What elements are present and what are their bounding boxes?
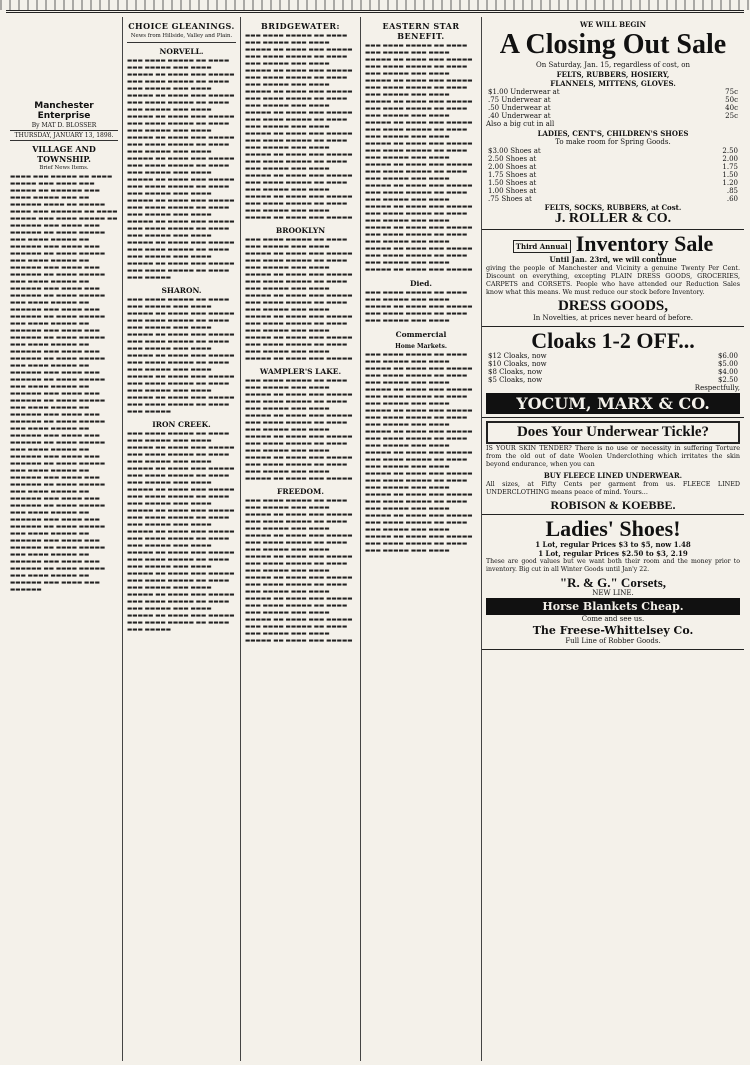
inventory-headline: Inventory Sale <box>575 231 714 256</box>
price: .60 <box>726 195 738 203</box>
tickle-buy: BUY FLEECE LINED UNDERWEAR. <box>543 471 683 480</box>
ad-cloaks <box>482 327 744 418</box>
tickle-headline: Does Your Underwear Tickle? <box>486 421 740 444</box>
new-line: NEW LINE. <box>592 589 634 597</box>
closing-headline: A Closing Out Sale <box>499 29 727 60</box>
item: .40 Underwear at <box>488 112 551 120</box>
issue-date: THURSDAY, JANUARY 13, 1898. <box>10 130 118 141</box>
closing-sub: On Saturday, Jan. 15, regardless of cost, on <box>535 61 691 69</box>
price: $6.00 <box>717 352 738 360</box>
freese-merchant: The Freese-Whittelsey Co. <box>532 624 694 637</box>
price: .85 <box>726 187 738 195</box>
cloaks-headline: Cloaks 1-2 OFF... <box>531 328 695 353</box>
closing-also: Also a big cut in all <box>486 120 555 128</box>
ladies-text: These are good values but we want both their room and the money prior to inventory. Big cut in all Winter Goods until Jan'y 22. <box>486 558 740 573</box>
ladies-line-1: 1 Lot, regular Prices $3 to $5, now 1.48 <box>535 540 691 549</box>
price-row <box>486 352 740 360</box>
price: 75c <box>725 88 738 96</box>
price-row <box>486 171 740 179</box>
tickle-text: IS YOUR SKIN TENDER? There is no use or necessity in suffering Torture from the old out of date Woolen Underclothing which irritates the skin beyond endurance, when you can <box>486 444 740 468</box>
wamplers-lake-heading: WAMPLER'S LAKE. <box>259 367 342 376</box>
roller-merchant: J. ROLLER & CO. <box>554 211 672 226</box>
eastern-star-heading: EASTERN STAR BENEFIT. <box>382 21 460 41</box>
byline: By MAT D. BLOSSER <box>31 122 97 129</box>
tickle-all: All sizes, at Fifty Cents per garment from us. FLEECE LINED UNDERCLOTHING means peace of mind. Yours... <box>486 480 740 496</box>
cloaks-price-table <box>486 352 740 384</box>
underwear-price-table <box>486 88 740 120</box>
price: 1.50 <box>722 171 738 179</box>
price-row <box>486 195 740 203</box>
ad-closing-out-sale <box>482 17 744 230</box>
dress-goods: DRESS GOODS, <box>557 298 669 314</box>
item: $10 Cloaks, now <box>488 360 547 368</box>
brooklyn-heading: BROOKLYN <box>275 226 326 235</box>
item: 1.00 Shoes at <box>488 187 537 195</box>
inventory-until: Until Jan. 23rd, we will continue <box>549 255 677 264</box>
bridgewater-heading: BRIDGEWATER: <box>261 21 340 31</box>
price-row <box>486 88 740 96</box>
price-row <box>486 104 740 112</box>
price-row <box>486 179 740 187</box>
gleanings-heading: CHOICE GLEANINGS. <box>128 21 235 31</box>
horse-blankets: Horse Blankets Cheap. <box>486 598 740 615</box>
price-row <box>486 360 740 368</box>
item: 1.75 Shoes at <box>488 171 537 179</box>
column-gleanings <box>122 17 240 1061</box>
bridgewater-text: ▬▬▬ ▬▬▬▬ ▬▬▬▬▬ ▬▬ ▬▬▬▬ ▬▬▬ ▬▬▬▬▬ ▬▬▬ ▬▬▬▬ ▬▬▬▬▬ ▬▬ ▬▬▬▬ ▬▬▬ ▬▬▬▬▬ ▬▬▬ ▬▬▬▬ ▬▬▬▬▬ ▬▬ ▬▬▬▬ ▬▬▬ ▬▬▬▬▬ ▬▬▬ ▬▬▬▬ ▬▬▬▬▬ ▬▬ ▬▬▬▬ ▬▬▬ ▬▬▬▬▬ ▬▬▬ ▬▬▬▬ ▬▬▬▬▬ ▬▬ ▬▬▬▬ ▬▬▬ ▬▬▬▬▬ ▬▬▬ ▬▬▬▬ ▬▬▬▬▬ ▬▬ ▬▬▬▬ ▬▬▬ ▬▬▬▬▬ ▬▬▬ ▬▬▬▬ ▬▬▬▬▬ ▬▬ ▬▬▬▬ ▬▬▬ ▬▬▬▬▬ ▬▬▬ ▬▬▬▬ ▬▬▬▬▬ ▬▬ ▬▬▬▬ ▬▬▬ ▬▬▬▬▬ ▬▬▬ ▬▬▬▬ ▬▬▬▬▬ ▬▬ ▬▬▬▬ ▬▬▬ ▬▬▬▬▬ ▬▬▬ ▬▬▬▬ ▬▬▬▬▬ ▬▬ ▬▬▬▬ ▬▬▬ ▬▬▬▬▬ ▬▬▬ ▬▬▬▬ ▬▬▬▬▬ ▬▬ ▬▬▬▬ ▬▬▬ ▬▬▬▬▬ ▬▬▬ ▬▬▬▬ ▬▬▬▬▬ ▬▬ ▬▬▬▬ ▬▬▬ ▬▬▬▬▬ ▬▬▬ ▬▬▬▬ ▬▬▬▬▬ ▬▬ ▬▬▬▬ ▬▬▬ ▬▬▬▬▬ ▬▬▬ ▬▬▬▬ ▬▬▬▬▬ ▬▬ ▬▬▬▬ ▬▬▬ ▬▬▬▬▬ ▬▬▬ ▬▬▬▬ ▬▬▬▬▬ ▬▬ ▬▬▬▬ ▬▬▬ ▬▬▬▬▬ ▬▬▬ ▬▬▬▬ ▬▬▬▬▬ ▬▬ ▬▬▬▬ ▬▬▬ ▬▬▬▬▬ ▬▬▬ ▬▬▬▬ ▬▬▬▬▬ ▬▬ ▬▬▬▬ ▬▬▬ ▬▬▬▬▬ ▬▬▬ ▬▬▬▬ ▬▬▬▬▬ ▬▬ ▬▬▬▬ ▬▬▬ ▬▬▬▬▬ <box>245 33 353 221</box>
price-row <box>486 368 740 376</box>
price: $4.00 <box>717 368 738 376</box>
price: 1.75 <box>722 163 738 171</box>
price: 1.20 <box>722 179 738 187</box>
price-row <box>486 112 740 120</box>
died-heading: Died. <box>410 279 432 288</box>
iron-creek-text: ▬▬▬ ▬▬▬▬ ▬▬▬▬▬ ▬▬ ▬▬▬▬ ▬▬▬ ▬▬▬▬▬ ▬▬▬ ▬▬▬▬ ▬▬▬▬▬ ▬▬ ▬▬▬▬ ▬▬▬ ▬▬▬▬▬ ▬▬▬ ▬▬▬▬ ▬▬▬▬▬ ▬▬ ▬▬▬▬ ▬▬▬ ▬▬▬▬▬ ▬▬▬ ▬▬▬▬ ▬▬▬▬▬ ▬▬ ▬▬▬▬ ▬▬▬ ▬▬▬▬▬ ▬▬▬ ▬▬▬▬ ▬▬▬▬▬ ▬▬ ▬▬▬▬ ▬▬▬ ▬▬▬▬▬ ▬▬▬ ▬▬▬▬ ▬▬▬▬▬ ▬▬ ▬▬▬▬ ▬▬▬ ▬▬▬▬▬ ▬▬▬ ▬▬▬▬ ▬▬▬▬▬ ▬▬ ▬▬▬▬ ▬▬▬ ▬▬▬▬▬ ▬▬▬ ▬▬▬▬ ▬▬▬▬▬ ▬▬ ▬▬▬▬ ▬▬▬ ▬▬▬▬▬ ▬▬▬ ▬▬▬▬ ▬▬▬▬▬ ▬▬ ▬▬▬▬ ▬▬▬ ▬▬▬▬▬ ▬▬▬ ▬▬▬▬ ▬▬▬▬▬ ▬▬ ▬▬▬▬ ▬▬▬ ▬▬▬▬▬ ▬▬▬ ▬▬▬▬ ▬▬▬▬▬ ▬▬ ▬▬▬▬ ▬▬▬ ▬▬▬▬▬ ▬▬▬ ▬▬▬▬ ▬▬▬▬▬ ▬▬ ▬▬▬▬ ▬▬▬ ▬▬▬▬▬ ▬▬▬ ▬▬▬▬ ▬▬▬▬▬ ▬▬ ▬▬▬▬ ▬▬▬ ▬▬▬▬▬ ▬▬▬ ▬▬▬▬ ▬▬▬▬▬ ▬▬ ▬▬▬▬ ▬▬▬ ▬▬▬▬▬ ▬▬▬ ▬▬▬▬ ▬▬▬▬▬ ▬▬ ▬▬▬▬ ▬▬▬ ▬▬▬▬▬ ▬▬▬ ▬▬▬▬ ▬▬▬▬▬ ▬▬ ▬▬▬▬ ▬▬▬ ▬▬▬▬▬ ▬▬▬ ▬▬▬▬ ▬▬▬▬▬ ▬▬ ▬▬▬▬ ▬▬▬ ▬▬▬▬▬ ▬▬▬ ▬▬▬▬ ▬▬▬▬▬ ▬▬ ▬▬▬▬ ▬▬▬ ▬▬▬▬▬ ▬▬▬ ▬▬▬▬ ▬▬▬▬▬ ▬▬ ▬▬▬▬ ▬▬▬ ▬▬▬▬▬ <box>127 431 235 633</box>
article-text-block: ▬▬▬▬ ▬▬▬ ▬▬▬▬▬ ▬▬ ▬▬▬▬ ▬▬▬▬▬ ▬▬▬ ▬▬▬▬ ▬▬▬ ▬▬▬▬▬ ▬▬ ▬▬▬▬▬▬ ▬▬▬ ▬▬▬▬ ▬▬▬▬▬ ▬▬▬ ▬▬ ▬▬▬▬▬▬ ▬▬▬▬ ▬▬ ▬▬▬▬▬ ▬▬▬▬ ▬▬▬ ▬▬▬▬▬▬ ▬▬ ▬▬▬▬ ▬▬▬▬▬ ▬▬▬ ▬▬▬▬ ▬▬▬▬▬ ▬▬ ▬▬▬▬▬▬ ▬▬▬ ▬▬▬▬ ▬▬▬ ▬▬▬▬▬▬ ▬▬ ▬▬▬▬ ▬▬▬▬▬ ▬▬▬ ▬▬▬▬ ▬▬▬▬▬ ▬▬ ▬▬▬▬▬▬ ▬▬▬ ▬▬▬▬ ▬▬▬ ▬▬▬▬▬▬ ▬▬ ▬▬▬▬ ▬▬▬▬▬ ▬▬▬ ▬▬▬▬ ▬▬▬▬▬ ▬▬ ▬▬▬▬▬▬ ▬▬▬ ▬▬▬▬ ▬▬▬ ▬▬▬▬▬▬ ▬▬ ▬▬▬▬ ▬▬▬▬▬ ▬▬▬ ▬▬▬▬ ▬▬▬▬▬ ▬▬ ▬▬▬▬▬▬ ▬▬▬ ▬▬▬▬ ▬▬▬ ▬▬▬▬▬▬ ▬▬ ▬▬▬▬ ▬▬▬▬▬ ▬▬▬ ▬▬▬▬ ▬▬▬▬▬ ▬▬ ▬▬▬▬▬▬ ▬▬▬ ▬▬▬▬ ▬▬▬ ▬▬▬▬▬▬ ▬▬ ▬▬▬▬ ▬▬▬▬▬ ▬▬▬ ▬▬▬▬ ▬▬▬▬▬ ▬▬ ▬▬▬▬▬▬ ▬▬▬ ▬▬▬▬ ▬▬▬ ▬▬▬▬▬▬ ▬▬ ▬▬▬▬ ▬▬▬▬▬ ▬▬▬ ▬▬▬▬ ▬▬▬▬▬ ▬▬ ▬▬▬▬▬▬ ▬▬▬ ▬▬▬▬ ▬▬▬ ▬▬▬▬▬▬ ▬▬ ▬▬▬▬ ▬▬▬▬▬ ▬▬▬ ▬▬▬▬ ▬▬▬▬▬ ▬▬ ▬▬▬▬▬▬ ▬▬▬ ▬▬▬▬ ▬▬▬ ▬▬▬▬▬▬ ▬▬ ▬▬▬▬ ▬▬▬▬▬ ▬▬▬ ▬▬▬▬ ▬▬▬▬▬ ▬▬ ▬▬▬▬▬▬ ▬▬▬ ▬▬▬▬ ▬▬▬ ▬▬▬▬▬▬ ▬▬ ▬▬▬▬ ▬▬▬▬▬ ▬▬▬ ▬▬▬▬ ▬▬▬▬▬ ▬▬ ▬▬▬▬▬▬ ▬▬▬ ▬▬▬▬ ▬▬▬ ▬▬▬▬▬▬ ▬▬ ▬▬▬▬ ▬▬▬▬▬ ▬▬▬ ▬▬▬▬ ▬▬▬▬▬ ▬▬ ▬▬▬▬▬▬ ▬▬▬ ▬▬▬▬ ▬▬▬ ▬▬▬▬▬▬ ▬▬ ▬▬▬▬ ▬▬▬▬▬ ▬▬▬ ▬▬▬▬ ▬▬▬▬▬ ▬▬ ▬▬▬▬▬▬ ▬▬▬ ▬▬▬▬ ▬▬▬ ▬▬▬▬▬▬ ▬▬ ▬▬▬▬ ▬▬▬▬▬ ▬▬▬ ▬▬▬▬ ▬▬▬▬▬ ▬▬ ▬▬▬▬▬▬ ▬▬▬ ▬▬▬▬ ▬▬▬ ▬▬▬▬▬▬ ▬▬ ▬▬▬▬ ▬▬▬▬▬ ▬▬▬ ▬▬▬▬ ▬▬▬▬▬ ▬▬ ▬▬▬▬▬▬ ▬▬▬ ▬▬▬▬ ▬▬▬ ▬▬▬▬▬▬ ▬▬ ▬▬▬▬ ▬▬▬▬▬ ▬▬▬ ▬▬▬▬ ▬▬▬▬▬ ▬▬ ▬▬▬▬▬▬ ▬▬▬ ▬▬▬▬ ▬▬▬ ▬▬▬▬▬▬ ▬▬ ▬▬▬▬ ▬▬▬▬▬ ▬▬▬ ▬▬▬▬ ▬▬▬▬▬ ▬▬ ▬▬▬▬▬▬ ▬▬▬ ▬▬▬▬ ▬▬▬ ▬▬▬▬▬▬ ▬▬ ▬▬▬▬ ▬▬▬▬▬ ▬▬▬ ▬▬▬▬ ▬▬▬▬▬ ▬▬ ▬▬▬▬▬▬ ▬▬▬ ▬▬▬▬ ▬▬▬ ▬▬▬▬▬▬ ▬▬ ▬▬▬▬ ▬▬▬▬▬ ▬▬▬ ▬▬▬▬ ▬▬▬▬▬ ▬▬ ▬▬▬▬▬▬ ▬▬▬ ▬▬▬▬ ▬▬▬ ▬▬▬▬▬▬ <box>10 174 118 593</box>
price: 50c <box>725 96 738 104</box>
commercial-heading: Commercial <box>395 330 447 339</box>
we-will-begin: WE WILL BEGIN <box>580 20 646 29</box>
wamplers-lake-text: ▬▬▬ ▬▬▬▬ ▬▬▬▬▬ ▬▬ ▬▬▬▬ ▬▬▬ ▬▬▬▬▬ ▬▬▬ ▬▬▬▬ ▬▬▬▬▬ ▬▬ ▬▬▬▬ ▬▬▬ ▬▬▬▬▬ ▬▬▬ ▬▬▬▬ ▬▬▬▬▬ ▬▬ ▬▬▬▬ ▬▬▬ ▬▬▬▬▬ ▬▬▬ ▬▬▬▬ ▬▬▬▬▬ ▬▬ ▬▬▬▬ ▬▬▬ ▬▬▬▬▬ ▬▬▬ ▬▬▬▬ ▬▬▬▬▬ ▬▬ ▬▬▬▬ ▬▬▬ ▬▬▬▬▬ ▬▬▬ ▬▬▬▬ ▬▬▬▬▬ ▬▬ ▬▬▬▬ ▬▬▬ ▬▬▬▬▬ ▬▬▬ ▬▬▬▬ ▬▬▬▬▬ ▬▬ ▬▬▬▬ ▬▬▬ ▬▬▬▬▬ ▬▬▬ ▬▬▬▬ ▬▬▬▬▬ ▬▬ ▬▬▬▬ ▬▬▬ ▬▬▬▬▬ ▬▬▬ ▬▬▬▬ ▬▬▬▬▬ ▬▬ ▬▬▬▬ ▬▬▬ ▬▬▬▬▬ ▬▬▬ ▬▬▬▬ ▬▬▬▬▬ ▬▬ ▬▬▬▬ ▬▬▬ ▬▬▬▬▬ <box>245 378 353 482</box>
brooklyn-text: ▬▬▬ ▬▬▬▬ ▬▬▬▬▬ ▬▬ ▬▬▬▬ ▬▬▬ ▬▬▬▬▬ ▬▬▬ ▬▬▬▬ ▬▬▬▬▬ ▬▬ ▬▬▬▬ ▬▬▬ ▬▬▬▬▬ ▬▬▬ ▬▬▬▬ ▬▬▬▬▬ ▬▬ ▬▬▬▬ ▬▬▬ ▬▬▬▬▬ ▬▬▬ ▬▬▬▬ ▬▬▬▬▬ ▬▬ ▬▬▬▬ ▬▬▬ ▬▬▬▬▬ ▬▬▬ ▬▬▬▬ ▬▬▬▬▬ ▬▬ ▬▬▬▬ ▬▬▬ ▬▬▬▬▬ ▬▬▬ ▬▬▬▬ ▬▬▬▬▬ ▬▬ ▬▬▬▬ ▬▬▬ ▬▬▬▬▬ ▬▬▬ ▬▬▬▬ ▬▬▬▬▬ ▬▬ ▬▬▬▬ ▬▬▬ ▬▬▬▬▬ ▬▬▬ ▬▬▬▬ ▬▬▬▬▬ ▬▬ ▬▬▬▬ ▬▬▬ ▬▬▬▬▬ ▬▬▬ ▬▬▬▬ ▬▬▬▬▬ ▬▬ ▬▬▬▬ ▬▬▬ ▬▬▬▬▬ ▬▬▬ ▬▬▬▬ ▬▬▬▬▬ ▬▬ ▬▬▬▬ ▬▬▬ ▬▬▬▬▬ ▬▬▬ ▬▬▬▬ ▬▬▬▬▬ ▬▬ ▬▬▬▬ ▬▬▬ ▬▬▬▬▬ ▬▬▬ ▬▬▬▬ ▬▬▬▬▬ ▬▬ ▬▬▬▬ ▬▬▬ ▬▬▬▬▬ <box>245 237 353 362</box>
gleanings-subheading: News from Hillside, Valley and Plain. <box>130 33 233 39</box>
respectfully: Respectfully, <box>694 384 740 392</box>
price-row <box>486 163 740 171</box>
column-local-news <box>6 97 122 1061</box>
section-subheading: Brief News Items. <box>39 165 89 171</box>
price-row <box>486 147 740 155</box>
robes-line: Full Line of Robber Goods. <box>565 637 661 645</box>
ad-ladies-shoes <box>482 515 744 650</box>
item: $5 Cloaks, now <box>488 376 543 384</box>
item: .50 Underwear at <box>488 104 551 112</box>
freedom-text: ▬▬▬ ▬▬▬▬ ▬▬▬▬▬ ▬▬ ▬▬▬▬ ▬▬▬ ▬▬▬▬▬ ▬▬▬ ▬▬▬▬ ▬▬▬▬▬ ▬▬ ▬▬▬▬ ▬▬▬ ▬▬▬▬▬ ▬▬▬ ▬▬▬▬ ▬▬▬▬▬ ▬▬ ▬▬▬▬ ▬▬▬ ▬▬▬▬▬ ▬▬▬ ▬▬▬▬ ▬▬▬▬▬ ▬▬ ▬▬▬▬ ▬▬▬ ▬▬▬▬▬ ▬▬▬ ▬▬▬▬ ▬▬▬▬▬ ▬▬ ▬▬▬▬ ▬▬▬ ▬▬▬▬▬ ▬▬▬ ▬▬▬▬ ▬▬▬▬▬ ▬▬ ▬▬▬▬ ▬▬▬ ▬▬▬▬▬ ▬▬▬ ▬▬▬▬ ▬▬▬▬▬ ▬▬ ▬▬▬▬ ▬▬▬ ▬▬▬▬▬ ▬▬▬ ▬▬▬▬ ▬▬▬▬▬ ▬▬ ▬▬▬▬ ▬▬▬ ▬▬▬▬▬ ▬▬▬ ▬▬▬▬ ▬▬▬▬▬ ▬▬ ▬▬▬▬ ▬▬▬ ▬▬▬▬▬ ▬▬▬ ▬▬▬▬ ▬▬▬▬▬ ▬▬ ▬▬▬▬ ▬▬▬ ▬▬▬▬▬ ▬▬▬ ▬▬▬▬ ▬▬▬▬▬ ▬▬ ▬▬▬▬ ▬▬▬ ▬▬▬▬▬ ▬▬▬ ▬▬▬▬ ▬▬▬▬▬ ▬▬ ▬▬▬▬ ▬▬▬ ▬▬▬▬▬ ▬▬▬ ▬▬▬▬ ▬▬▬▬▬ ▬▬ ▬▬▬▬ ▬▬▬ ▬▬▬▬▬ ▬▬▬ ▬▬▬▬ ▬▬▬▬▬ ▬▬ ▬▬▬▬ ▬▬▬ ▬▬▬▬▬ <box>245 498 353 644</box>
section-heading: VILLAGE AND TOWNSHIP. <box>32 144 96 164</box>
ladies-line-2: 1 Lot, regular Prices $2.50 to $3, 2.19 <box>538 549 688 558</box>
price-row <box>486 96 740 104</box>
yocum-merchant: YOCUM, MARX & CO. <box>486 393 740 414</box>
item: 2.50 Shoes at <box>488 155 537 163</box>
item: $12 Cloaks, now <box>488 352 547 360</box>
column-advertisements <box>481 17 744 1061</box>
price-row <box>486 155 740 163</box>
sharon-text: ▬▬▬ ▬▬▬▬ ▬▬▬▬▬ ▬▬ ▬▬▬▬ ▬▬▬ ▬▬▬▬▬ ▬▬▬ ▬▬▬▬ ▬▬▬▬▬ ▬▬ ▬▬▬▬ ▬▬▬ ▬▬▬▬▬ ▬▬▬ ▬▬▬▬ ▬▬▬▬▬ ▬▬ ▬▬▬▬ ▬▬▬ ▬▬▬▬▬ ▬▬▬ ▬▬▬▬ ▬▬▬▬▬ ▬▬ ▬▬▬▬ ▬▬▬ ▬▬▬▬▬ ▬▬▬ ▬▬▬▬ ▬▬▬▬▬ ▬▬ ▬▬▬▬ ▬▬▬ ▬▬▬▬▬ ▬▬▬ ▬▬▬▬ ▬▬▬▬▬ ▬▬ ▬▬▬▬ ▬▬▬ ▬▬▬▬▬ ▬▬▬ ▬▬▬▬ ▬▬▬▬▬ ▬▬ ▬▬▬▬ ▬▬▬ ▬▬▬▬▬ ▬▬▬ ▬▬▬▬ ▬▬▬▬▬ ▬▬ ▬▬▬▬ ▬▬▬ ▬▬▬▬▬ ▬▬▬ ▬▬▬▬ ▬▬▬▬▬ ▬▬ ▬▬▬▬ ▬▬▬ ▬▬▬▬▬ ▬▬▬ ▬▬▬▬ ▬▬▬▬▬ ▬▬ ▬▬▬▬ ▬▬▬ ▬▬▬▬▬ ▬▬▬ ▬▬▬▬ ▬▬▬▬▬ ▬▬ ▬▬▬▬ ▬▬▬ ▬▬▬▬▬ <box>127 297 235 415</box>
eastern-star-text: ▬▬▬ ▬▬▬▬ ▬▬▬▬▬ ▬▬ ▬▬▬▬ ▬▬▬ ▬▬▬▬▬ ▬▬▬ ▬▬▬▬ ▬▬▬▬▬ ▬▬ ▬▬▬▬ ▬▬▬ ▬▬▬▬▬ ▬▬▬ ▬▬▬▬ ▬▬▬▬▬ ▬▬ ▬▬▬▬ ▬▬▬ ▬▬▬▬▬ ▬▬▬ ▬▬▬▬ ▬▬▬▬▬ ▬▬ ▬▬▬▬ ▬▬▬ ▬▬▬▬▬ ▬▬▬ ▬▬▬▬ ▬▬▬▬▬ ▬▬ ▬▬▬▬ ▬▬▬ ▬▬▬▬▬ ▬▬▬ ▬▬▬▬ ▬▬▬▬▬ ▬▬ ▬▬▬▬ ▬▬▬ ▬▬▬▬▬ ▬▬▬ ▬▬▬▬ ▬▬▬▬▬ ▬▬ ▬▬▬▬ ▬▬▬ ▬▬▬▬▬ ▬▬▬ ▬▬▬▬ ▬▬▬▬▬ ▬▬ ▬▬▬▬ ▬▬▬ ▬▬▬▬▬ ▬▬▬ ▬▬▬▬ ▬▬▬▬▬ ▬▬ ▬▬▬▬ ▬▬▬ ▬▬▬▬▬ ▬▬▬ ▬▬▬▬ ▬▬▬▬▬ ▬▬ ▬▬▬▬ ▬▬▬ ▬▬▬▬▬ ▬▬▬ ▬▬▬▬ ▬▬▬▬▬ ▬▬ ▬▬▬▬ ▬▬▬ ▬▬▬▬▬ ▬▬▬ ▬▬▬▬ ▬▬▬▬▬ ▬▬ ▬▬▬▬ ▬▬▬ ▬▬▬▬▬ ▬▬▬ ▬▬▬▬ ▬▬▬▬▬ ▬▬ ▬▬▬▬ ▬▬▬ ▬▬▬▬▬ ▬▬▬ ▬▬▬▬ ▬▬▬▬▬ ▬▬ ▬▬▬▬ ▬▬▬ ▬▬▬▬▬ ▬▬▬ ▬▬▬▬ ▬▬▬▬▬ ▬▬ ▬▬▬▬ ▬▬▬ ▬▬▬▬▬ ▬▬▬ ▬▬▬▬ ▬▬▬▬▬ ▬▬ ▬▬▬▬ ▬▬▬ ▬▬▬▬▬ ▬▬▬ ▬▬▬▬ ▬▬▬▬▬ ▬▬ ▬▬▬▬ ▬▬▬ ▬▬▬▬▬ ▬▬▬ ▬▬▬▬ ▬▬▬▬▬ ▬▬ ▬▬▬▬ ▬▬▬ ▬▬▬▬▬ ▬▬▬ ▬▬▬▬ ▬▬▬▬▬ ▬▬ ▬▬▬▬ ▬▬▬ ▬▬▬▬▬ ▬▬▬ ▬▬▬▬ ▬▬▬▬▬ ▬▬ ▬▬▬▬ ▬▬▬ ▬▬▬▬▬ ▬▬▬ ▬▬▬▬ ▬▬▬▬▬ ▬▬ ▬▬▬▬ ▬▬▬ ▬▬▬▬▬ ▬▬▬ ▬▬▬▬ ▬▬▬▬▬ ▬▬ ▬▬▬▬ ▬▬▬ ▬▬▬▬▬ <box>365 43 473 273</box>
price: $2.50 <box>717 376 738 384</box>
item: 1.50 Shoes at <box>488 179 537 187</box>
newspaper-page <box>6 10 744 1061</box>
item: $1.00 Underwear at <box>488 88 560 96</box>
closing-room: To make room for Spring Goods. <box>555 138 671 146</box>
third-annual-label: Third Annual <box>513 240 571 253</box>
top-edge-damage <box>0 0 750 10</box>
item: .75 Shoes at <box>488 195 532 203</box>
home-markets-heading: Home Markets. <box>395 343 447 350</box>
price: 2.50 <box>722 147 738 155</box>
iron-creek-heading: IRON CREEK. <box>152 420 211 429</box>
freedom-heading: FREEDOM. <box>277 487 324 496</box>
inventory-text: giving the people of Manchester and Vicinity a genuine Twenty Per Cent. Discount on everything, excepting PLAIN DRESS GOODS, GROCERIES, CARPETS and CORSETS. People who have attended our Reduction Sales know what this means. We must reduce our stock before Inventory. <box>486 264 740 296</box>
robison-merchant: ROBISON & KOEBBE. <box>550 498 676 512</box>
column-bridgewater <box>240 17 360 1061</box>
price-row <box>486 187 740 195</box>
item: 2.00 Shoes at <box>488 163 537 171</box>
ad-inventory-sale <box>482 230 744 327</box>
sharon-heading: SHARON. <box>161 286 202 295</box>
ad-underwear-tickle <box>482 418 744 515</box>
come-see: Come and see us. <box>581 615 645 623</box>
price: 2.00 <box>722 155 738 163</box>
masthead: Manchester Enterprise <box>34 101 94 121</box>
price-row <box>486 376 740 384</box>
item: $3.00 Shoes at <box>488 147 541 155</box>
closing-items-2: FLANNELS, MITTENS, GLOVES. <box>550 79 676 88</box>
felts-line: FELTS, SOCKS, RUBBERS, at Cost. <box>544 203 682 212</box>
markets-text: ▬▬▬ ▬▬▬▬ ▬▬▬▬▬ ▬▬ ▬▬▬▬ ▬▬▬ ▬▬▬▬▬ ▬▬▬ ▬▬▬▬ ▬▬▬▬▬ ▬▬ ▬▬▬▬ ▬▬▬ ▬▬▬▬▬ ▬▬▬ ▬▬▬▬ ▬▬▬▬▬ ▬▬ ▬▬▬▬ ▬▬▬ ▬▬▬▬▬ ▬▬▬ ▬▬▬▬ ▬▬▬▬▬ ▬▬ ▬▬▬▬ ▬▬▬ ▬▬▬▬▬ ▬▬▬ ▬▬▬▬ ▬▬▬▬▬ ▬▬ ▬▬▬▬ ▬▬▬ ▬▬▬▬▬ ▬▬▬ ▬▬▬▬ ▬▬▬▬▬ ▬▬ ▬▬▬▬ ▬▬▬ ▬▬▬▬▬ ▬▬▬ ▬▬▬▬ ▬▬▬▬▬ ▬▬ ▬▬▬▬ ▬▬▬ ▬▬▬▬▬ ▬▬▬ ▬▬▬▬ ▬▬▬▬▬ ▬▬ ▬▬▬▬ ▬▬▬ ▬▬▬▬▬ ▬▬▬ ▬▬▬▬ ▬▬▬▬▬ ▬▬ ▬▬▬▬ ▬▬▬ ▬▬▬▬▬ ▬▬▬ ▬▬▬▬ ▬▬▬▬▬ ▬▬ ▬▬▬▬ ▬▬▬ ▬▬▬▬▬ ▬▬▬ ▬▬▬▬ ▬▬▬▬▬ ▬▬ ▬▬▬▬ ▬▬▬ ▬▬▬▬▬ ▬▬▬ ▬▬▬▬ ▬▬▬▬▬ ▬▬ ▬▬▬▬ ▬▬▬ ▬▬▬▬▬ ▬▬▬ ▬▬▬▬ ▬▬▬▬▬ ▬▬ ▬▬▬▬ ▬▬▬ ▬▬▬▬▬ ▬▬▬ ▬▬▬▬ ▬▬▬▬▬ ▬▬ ▬▬▬▬ ▬▬▬ ▬▬▬▬▬ ▬▬▬ ▬▬▬▬ ▬▬▬▬▬ ▬▬ ▬▬▬▬ ▬▬▬ ▬▬▬▬▬ ▬▬▬ ▬▬▬▬ ▬▬▬▬▬ ▬▬ ▬▬▬▬ ▬▬▬ ▬▬▬▬▬ ▬▬▬ ▬▬▬▬ ▬▬▬▬▬ ▬▬ ▬▬▬▬ ▬▬▬ ▬▬▬▬▬ ▬▬▬ ▬▬▬▬ ▬▬▬▬▬ ▬▬ ▬▬▬▬ ▬▬▬ ▬▬▬▬▬ ▬▬▬ ▬▬▬▬ ▬▬▬▬▬ ▬▬ ▬▬▬▬ ▬▬▬ ▬▬▬▬▬ ▬▬▬ ▬▬▬▬ <box>365 352 473 552</box>
norvell-text: ▬▬▬ ▬▬▬▬ ▬▬▬▬▬ ▬▬ ▬▬▬▬ ▬▬▬ ▬▬▬▬▬ ▬▬▬ ▬▬▬▬ ▬▬▬▬▬ ▬▬ ▬▬▬▬ ▬▬▬ ▬▬▬▬▬ ▬▬▬ ▬▬▬▬ ▬▬▬▬▬ ▬▬ ▬▬▬▬ ▬▬▬ ▬▬▬▬▬ ▬▬▬ ▬▬▬▬ ▬▬▬▬▬ ▬▬ ▬▬▬▬ ▬▬▬ ▬▬▬▬▬ ▬▬▬ ▬▬▬▬ ▬▬▬▬▬ ▬▬ ▬▬▬▬ ▬▬▬ ▬▬▬▬▬ ▬▬▬ ▬▬▬▬ ▬▬▬▬▬ ▬▬ ▬▬▬▬ ▬▬▬ ▬▬▬▬▬ ▬▬▬ ▬▬▬▬ ▬▬▬▬▬ ▬▬ ▬▬▬▬ ▬▬▬ ▬▬▬▬▬ ▬▬▬ ▬▬▬▬ ▬▬▬▬▬ ▬▬ ▬▬▬▬ ▬▬▬ ▬▬▬▬▬ ▬▬▬ ▬▬▬▬ ▬▬▬▬▬ ▬▬ ▬▬▬▬ ▬▬▬ ▬▬▬▬▬ ▬▬▬ ▬▬▬▬ ▬▬▬▬▬ ▬▬ ▬▬▬▬ ▬▬▬ ▬▬▬▬▬ ▬▬▬ ▬▬▬▬ ▬▬▬▬▬ ▬▬ ▬▬▬▬ ▬▬▬ ▬▬▬▬▬ ▬▬▬ ▬▬▬▬ ▬▬▬▬▬ ▬▬ ▬▬▬▬ ▬▬▬ ▬▬▬▬▬ ▬▬▬ ▬▬▬▬ ▬▬▬▬▬ ▬▬ ▬▬▬▬ ▬▬▬ ▬▬▬▬▬ ▬▬▬ ▬▬▬▬ ▬▬▬▬▬ ▬▬ ▬▬▬▬ ▬▬▬ ▬▬▬▬▬ ▬▬▬ ▬▬▬▬ ▬▬▬▬▬ ▬▬ ▬▬▬▬ ▬▬▬ ▬▬▬▬▬ ▬▬▬ ▬▬▬▬ ▬▬▬▬▬ ▬▬ ▬▬▬▬ ▬▬▬ ▬▬▬▬▬ ▬▬▬ ▬▬▬▬ ▬▬▬▬▬ ▬▬ ▬▬▬▬ ▬▬▬ ▬▬▬▬▬ ▬▬▬ ▬▬▬▬ ▬▬▬▬▬ ▬▬ ▬▬▬▬ ▬▬▬ ▬▬▬▬▬ ▬▬▬ ▬▬▬▬ ▬▬▬▬▬ ▬▬ ▬▬▬▬ ▬▬▬ ▬▬▬▬▬ ▬▬▬ ▬▬▬▬ ▬▬▬▬▬ ▬▬ ▬▬▬▬ ▬▬▬ ▬▬▬▬▬ ▬▬▬ ▬▬▬▬ ▬▬▬▬▬ ▬▬ ▬▬▬▬ ▬▬▬ ▬▬▬▬▬ <box>127 58 235 281</box>
ladies-headline: Ladies' Shoes! <box>545 516 681 541</box>
item: $8 Cloaks, now <box>488 368 543 376</box>
died-text: ▬▬▬ ▬▬▬▬ ▬▬▬▬▬ ▬▬ ▬▬▬▬ ▬▬▬ ▬▬▬▬▬ ▬▬▬ ▬▬▬▬ ▬▬▬▬▬ ▬▬ ▬▬▬▬ ▬▬▬ ▬▬▬▬▬ ▬▬▬ ▬▬▬▬ ▬▬▬▬▬ ▬▬ ▬▬▬▬ ▬▬▬ ▬▬▬▬▬ ▬▬▬ ▬▬▬▬ <box>365 290 473 324</box>
corsets: "R. & G." Corsets, <box>559 575 667 590</box>
column-eastern-star <box>360 17 481 1061</box>
closing-items-1: FELTS, RUBBERS, HOSIERY, <box>556 70 670 79</box>
price: $5.00 <box>717 360 738 368</box>
novelties: In Novelties, at prices never heard of before. <box>533 314 693 322</box>
closing-ladies: LADIES, CENT'S, CHILDREN'S SHOES <box>537 129 689 138</box>
item: .75 Underwear at <box>488 96 551 104</box>
price: 40c <box>725 104 738 112</box>
norvell-heading: NORVELL. <box>159 47 204 56</box>
price: 25c <box>725 112 738 120</box>
shoes-price-table <box>486 147 740 203</box>
divider <box>127 42 236 43</box>
